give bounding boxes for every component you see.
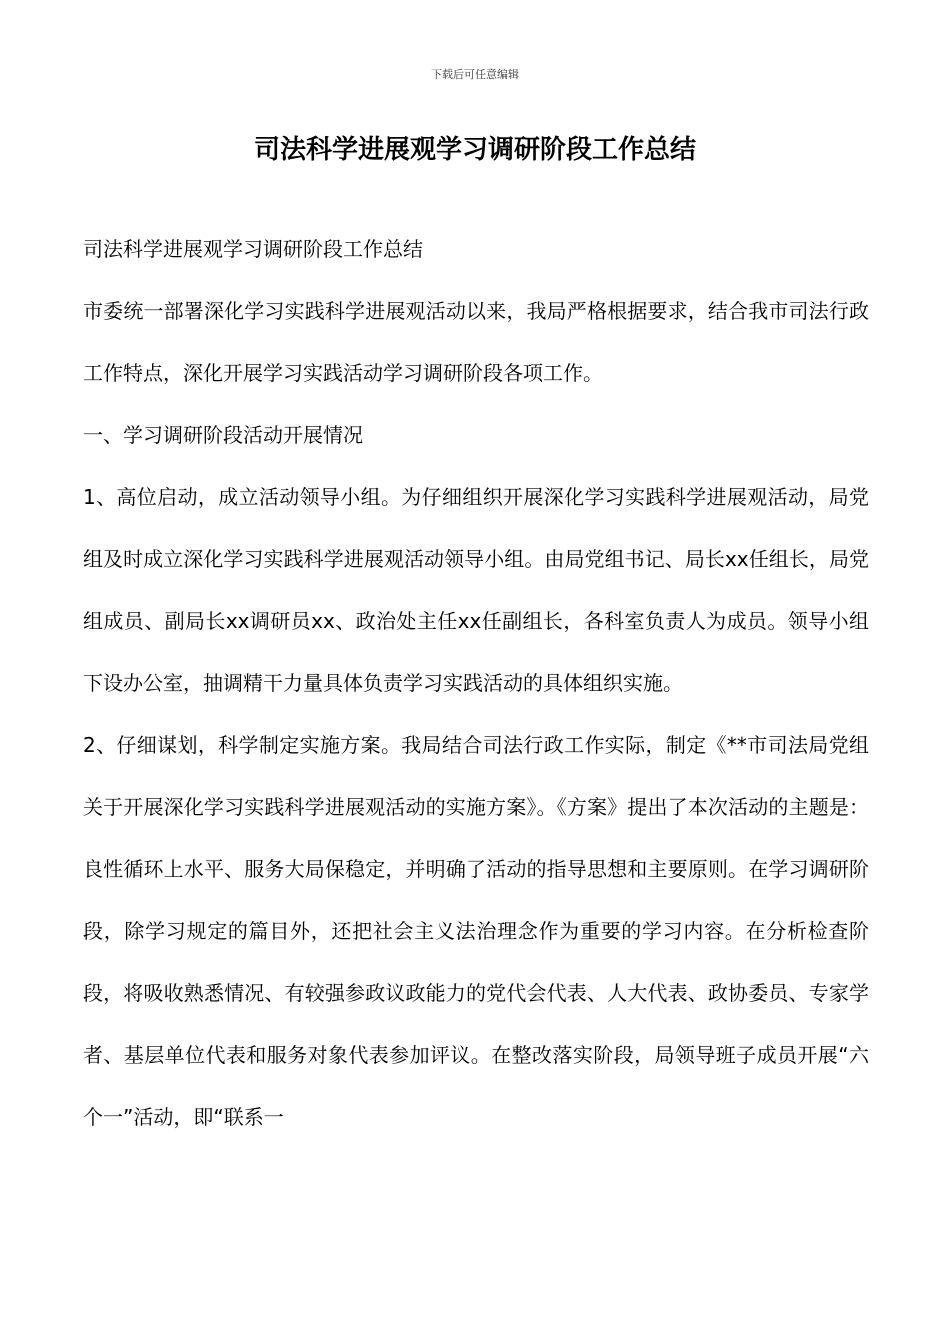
paragraph-subtitle: 司法科学进展观学习调研阶段工作总结 — [83, 237, 423, 261]
paragraph-item-1: 1、高位启动，成立活动领导小组。为仔细组织开展深化学习实践科学进展观活动，局党组及时成立深化学习实践科学进展观活动领导小组。由局党组书记、局长xx任组长，局党组成员、副局长xx调研员xx、政治处主任xx任副组长，各科室负责人为成员。领导小组下设办公室，抽调精干力量具体负责学习实践活动的具体组织实施。 — [83, 485, 869, 695]
document-title: 司法科学进展观学习调研阶段工作总结 — [253, 135, 696, 165]
section-heading: 一、学习调研阶段活动开展情况 — [83, 423, 363, 447]
header-note: 下载后可任意编辑 — [431, 68, 519, 81]
document-body — [83, 218, 869, 1148]
paragraph-intro: 市委统一部署深化学习实践科学进展观活动以来，我局严格根据要求，结合我市司法行政工作特点，深化开展学习实践活动学习调研阶段各项工作。 — [83, 299, 869, 385]
paragraph-item-2: 2、仔细谋划，科学制定实施方案。我局结合司法行政工作实际，制定《**市司法局党组关于开展深化学习实践科学进展观活动的实施方案》。《方案》提出了本次活动的主题是：良性循环上水平、服务大局保稳定，并明确了活动的指导思想和主要原则。在学习调研阶段，除学习规定的篇目外，还把社会主义法治理念作为重要的学习内容。在分析检查阶段，将吸收熟悉情况、有较强参政议政能力的党代会代表、人大代表、政协委员、专家学者、基层单位代表和服务对象代表参加评议。在整改落实阶段，局领导班子成员开展“六个一”活动，即“联系一 — [83, 733, 869, 1129]
